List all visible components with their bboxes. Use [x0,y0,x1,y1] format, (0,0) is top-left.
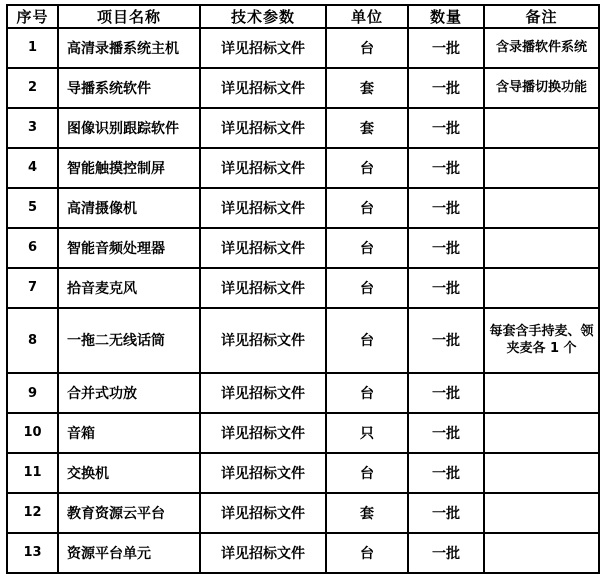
cell-item-name: 交换机 [58,453,200,493]
cell-unit: 套 [326,68,408,108]
table-row [7,453,599,493]
cell-item-name: 资源平台单元 [58,533,200,573]
cell-index: 11 [7,453,58,493]
cell-item-name: 拾音麦克风 [58,268,200,308]
cell-item-name: 智能音频处理器 [58,228,200,268]
procurement-table [6,4,600,574]
cell-unit: 只 [326,413,408,453]
table-row [7,148,599,188]
cell-quantity: 一批 [408,373,484,413]
cell-remark [484,373,599,413]
cell-tech-spec: 详见招标文件 [200,228,326,268]
cell-tech-spec: 详见招标文件 [200,108,326,148]
cell-index: 13 [7,533,58,573]
cell-quantity: 一批 [408,268,484,308]
header-row [7,5,599,28]
cell-index: 2 [7,68,58,108]
cell-tech-spec: 详见招标文件 [200,413,326,453]
cell-tech-spec: 详见招标文件 [200,373,326,413]
table-row [7,493,599,533]
cell-item-name: 一拖二无线话筒 [58,308,200,373]
cell-unit: 台 [326,28,408,68]
cell-tech-spec: 详见招标文件 [200,28,326,68]
column-header-index: 序号 [7,5,58,28]
table-row [7,308,599,373]
cell-remark [484,228,599,268]
cell-unit: 台 [326,188,408,228]
cell-quantity: 一批 [408,228,484,268]
column-header-quantity: 数量 [408,5,484,28]
cell-tech-spec: 详见招标文件 [200,268,326,308]
cell-index: 5 [7,188,58,228]
table-row [7,68,599,108]
cell-item-name: 图像识别跟踪软件 [58,108,200,148]
table-row [7,268,599,308]
cell-quantity: 一批 [408,308,484,373]
cell-tech-spec: 详见招标文件 [200,188,326,228]
cell-item-name: 高清摄像机 [58,188,200,228]
cell-index: 8 [7,308,58,373]
column-header-remark: 备注 [484,5,599,28]
column-header-tech-spec: 技术参数 [200,5,326,28]
cell-quantity: 一批 [408,28,484,68]
cell-remark [484,108,599,148]
cell-unit: 台 [326,148,408,188]
cell-unit: 台 [326,373,408,413]
cell-unit: 套 [326,493,408,533]
cell-quantity: 一批 [408,413,484,453]
cell-tech-spec: 详见招标文件 [200,533,326,573]
cell-index: 12 [7,493,58,533]
cell-unit: 套 [326,108,408,148]
cell-quantity: 一批 [408,493,484,533]
cell-remark [484,533,599,573]
cell-remark [484,148,599,188]
cell-remark [484,413,599,453]
table-row [7,108,599,148]
cell-tech-spec: 详见招标文件 [200,68,326,108]
table-row [7,188,599,228]
table-row [7,413,599,453]
cell-index: 10 [7,413,58,453]
cell-index: 4 [7,148,58,188]
cell-remark: 含录播软件系统 [484,28,599,68]
cell-remark: 每套含手持麦、领夹麦各 1 个 [484,308,599,373]
cell-index: 7 [7,268,58,308]
cell-item-name: 导播系统软件 [58,68,200,108]
table-row [7,373,599,413]
table-row [7,228,599,268]
cell-tech-spec: 详见招标文件 [200,493,326,533]
cell-quantity: 一批 [408,453,484,493]
table-header [7,5,599,28]
cell-item-name: 音箱 [58,413,200,453]
cell-unit: 台 [326,308,408,373]
cell-tech-spec: 详见招标文件 [200,148,326,188]
procurement-table-container [6,4,600,574]
table-row [7,28,599,68]
cell-quantity: 一批 [408,68,484,108]
table-body [7,28,599,573]
cell-item-name: 高清录播系统主机 [58,28,200,68]
cell-remark: 含导播切换功能 [484,68,599,108]
cell-unit: 台 [326,228,408,268]
cell-remark [484,268,599,308]
cell-remark [484,188,599,228]
cell-index: 1 [7,28,58,68]
cell-remark [484,493,599,533]
cell-tech-spec: 详见招标文件 [200,308,326,373]
cell-index: 6 [7,228,58,268]
column-header-item-name: 项目名称 [58,5,200,28]
cell-unit: 台 [326,268,408,308]
cell-item-name: 教育资源云平台 [58,493,200,533]
cell-quantity: 一批 [408,108,484,148]
column-header-unit: 单位 [326,5,408,28]
cell-remark [484,453,599,493]
cell-tech-spec: 详见招标文件 [200,453,326,493]
cell-item-name: 合并式功放 [58,373,200,413]
cell-quantity: 一批 [408,148,484,188]
cell-unit: 台 [326,453,408,493]
cell-item-name: 智能触摸控制屏 [58,148,200,188]
cell-index: 3 [7,108,58,148]
cell-quantity: 一批 [408,533,484,573]
table-row [7,533,599,573]
cell-unit: 台 [326,533,408,573]
cell-quantity: 一批 [408,188,484,228]
cell-index: 9 [7,373,58,413]
